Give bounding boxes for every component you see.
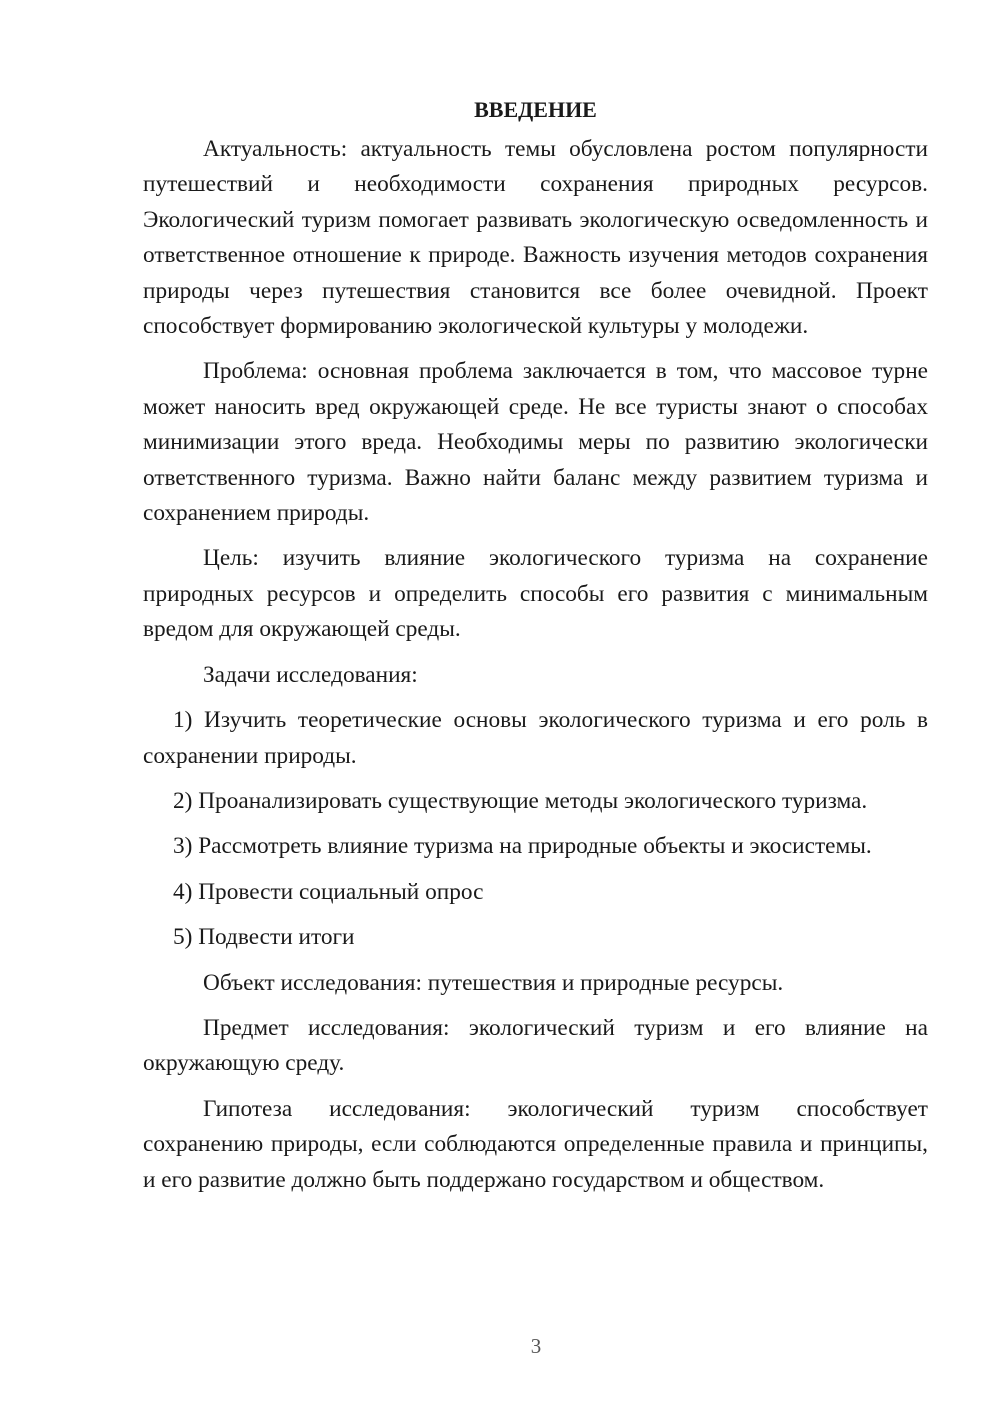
list-item: 1) Изучить теоретические основы экологического туризма и его роль в сохранении природы. bbox=[143, 707, 928, 769]
paragraph-goal: Цель: изучить влияние экологического туризма на сохранение природных ресурсов и определить способы его развития с минимальным вредом для окружающей среды. bbox=[143, 545, 928, 643]
paragraph-problem: Проблема: основная проблема заключается в том, что массовое турне может наносить вред окружающей среде. Не все туристы знают о способах минимизации этого вреда. Необходимы меры по развитию экологически ответственного туризма. Важно найти баланс между развитием туризма и сохранением природы. bbox=[143, 358, 928, 527]
list-item: 3) Рассмотреть влияние туризма на природные объекты и экосистемы. bbox=[173, 833, 872, 860]
list-item: 5) Подвести итоги bbox=[173, 924, 355, 951]
page-title: ВВЕДЕНИЕ bbox=[474, 97, 597, 122]
tasks-list bbox=[143, 703, 928, 955]
paragraph-hypothesis: Гипотеза исследования: экологический туризм способствует сохранению природы, если соблюдаются определенные правила и принципы, и его развитие должно быть поддержано государством и обществом. bbox=[143, 1095, 928, 1193]
paragraph-subject: Предмет исследования: экологический туризм и его влияние на окружающую среду. bbox=[143, 1014, 928, 1077]
paragraph-relevance: Актуальность: актуальность темы обусловлена ростом популярности путешествий и необходимости сохранения природных ресурсов. Экологический туризм помогает развивать экологическую осведомленность и ответственное отношение к природе. Важность изучения методов сохранения природы через путешествия становится все более очевидной. Проект способствует формированию экологической культуры у молодежи. bbox=[143, 136, 928, 340]
list-item: 4) Провести социальный опрос bbox=[173, 878, 484, 905]
page-number: 3 bbox=[530, 1334, 542, 1358]
list-item: 2) Проанализировать существующие методы экологического туризма. bbox=[173, 787, 868, 814]
paragraph-object: Объект исследования: путешествия и природные ресурсы. bbox=[203, 969, 784, 996]
tasks-heading: Задачи исследования: bbox=[203, 661, 418, 688]
document-page bbox=[143, 92, 928, 1208]
